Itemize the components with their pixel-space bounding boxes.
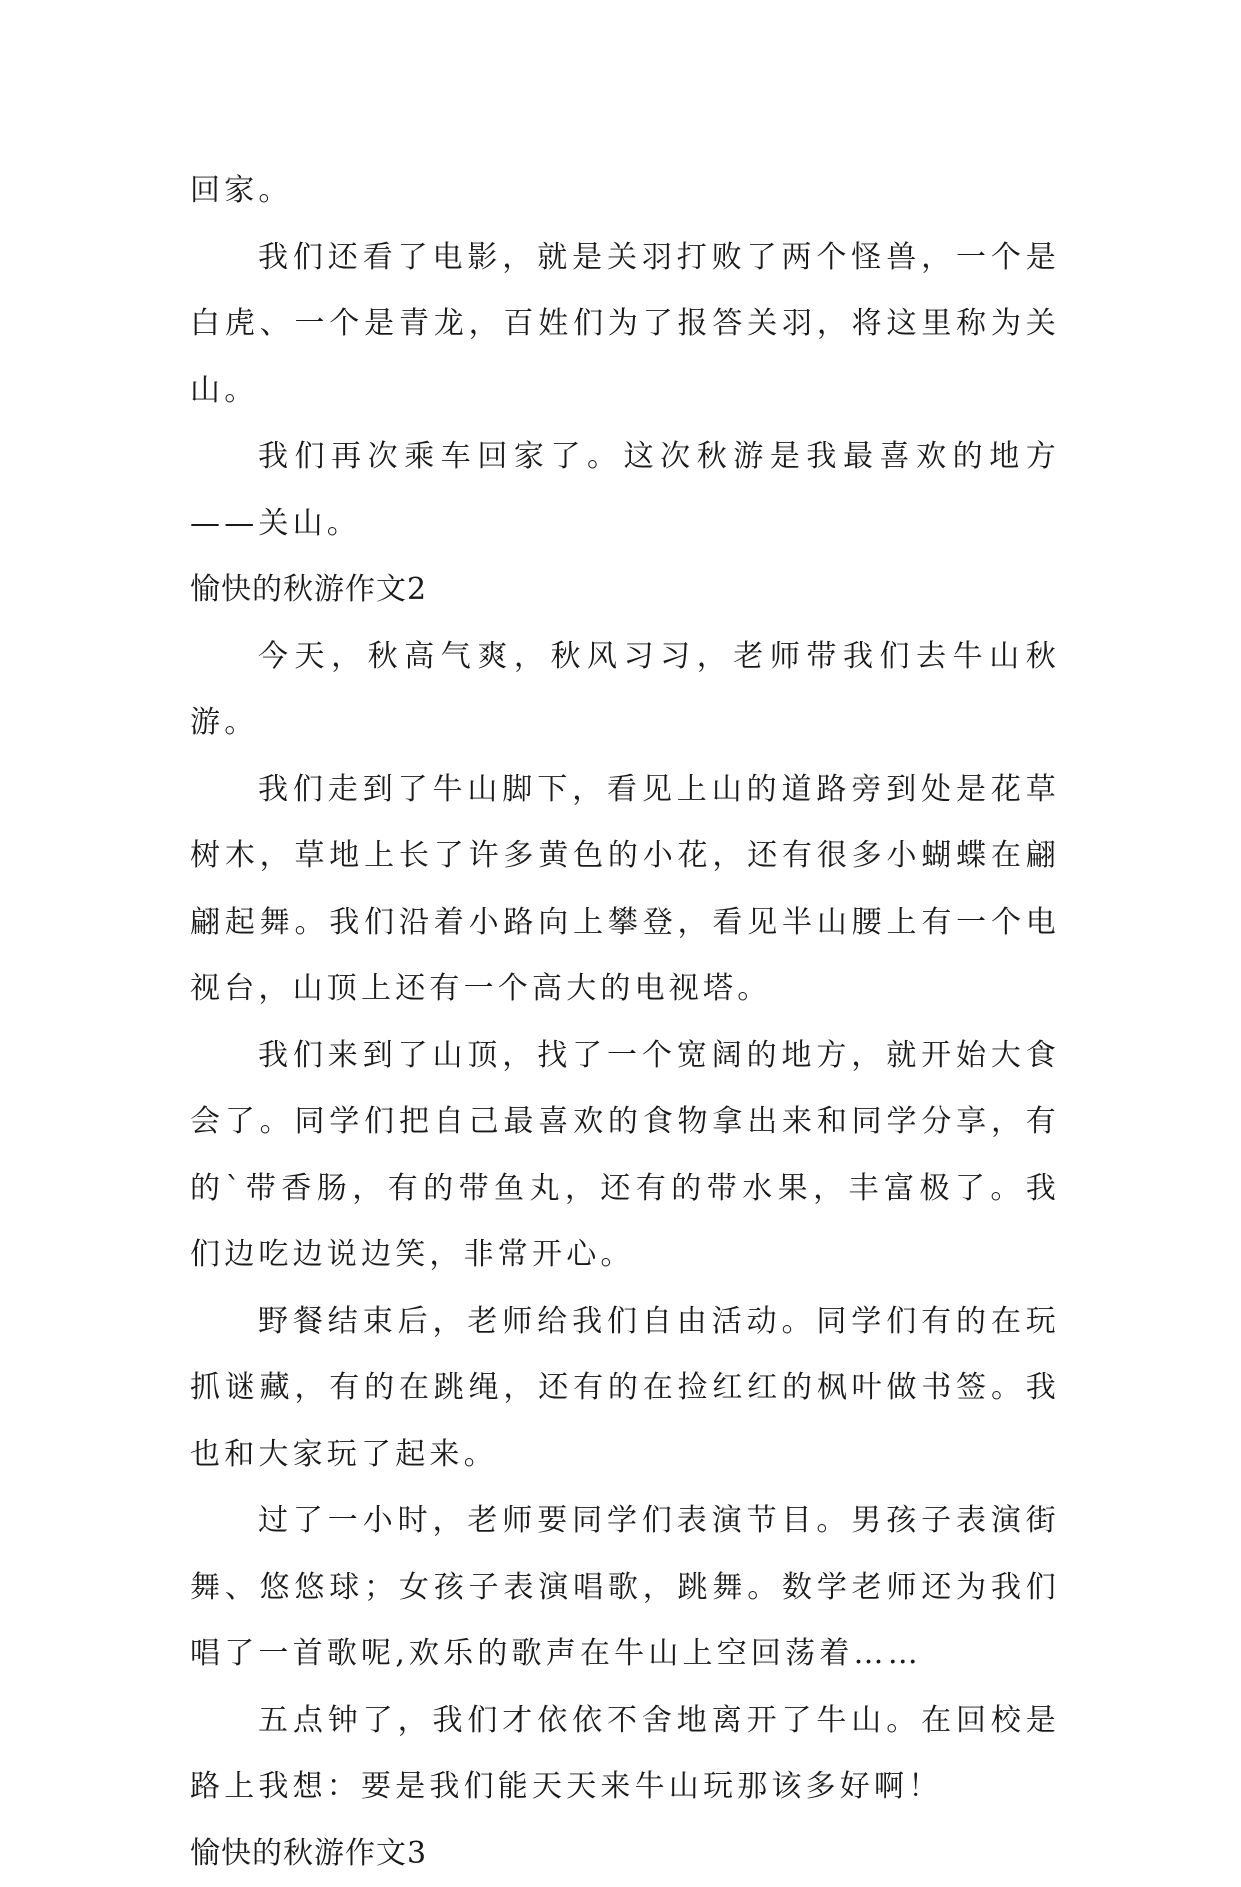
paragraph-continuation: 回家。 bbox=[190, 158, 1060, 225]
paragraph-mountain-foot: 我们走到了牛山脚下，看见上山的道路旁到处是花草树木，草地上长了许多黄色的小花，还有很多小蝴蝶在翩翩起舞。我们沿着小路向上攀登，看见半山腰上有一个电视台，山顶上还有一个高大的电视塔。 bbox=[190, 757, 1060, 1023]
paragraph-movie: 我们还看了电影，就是关羽打败了两个怪兽，一个是白虎、一个是青龙，百姓们为了报答关羽，将这里称为关山。 bbox=[190, 225, 1060, 425]
paragraph-picnic: 我们来到了山顶，找了一个宽阔的地方，就开始大食会了。同学们把自己最喜欢的食物拿出来和同学分享，有的`带香肠，有的带鱼丸，还有的带水果，丰富极了。我们边吃边说边笑，非常开心。 bbox=[190, 1023, 1060, 1289]
paragraph-return-home: 我们再次乘车回家了。这次秋游是我最喜欢的地方——关山。 bbox=[190, 424, 1060, 557]
paragraph-performance: 过了一小时，老师要同学们表演节目。男孩子表演街舞、悠悠球；女孩子表演唱歌，跳舞。数学老师还为我们唱了一首歌呢,欢乐的歌声在牛山上空回荡着…… bbox=[190, 1488, 1060, 1688]
paragraph-leaving: 五点钟了，我们才依依不舍地离开了牛山。在回校是路上我想：要是我们能天天来牛山玩那该多好啊！ bbox=[190, 1688, 1060, 1821]
essay-title-2: 愉快的秋游作文2 bbox=[190, 557, 1060, 624]
paragraph-free-activity: 野餐结束后，老师给我们自由活动。同学们有的在玩抓谜藏，有的在跳绳，还有的在捡红红的枫叶做书签。我也和大家玩了起来。 bbox=[190, 1289, 1060, 1489]
essay-title-3: 愉快的秋游作文3 bbox=[190, 1821, 1060, 1887]
document-body bbox=[190, 158, 1060, 1887]
paragraph-weather: 今天，秋高气爽，秋风习习，老师带我们去牛山秋游。 bbox=[190, 624, 1060, 757]
